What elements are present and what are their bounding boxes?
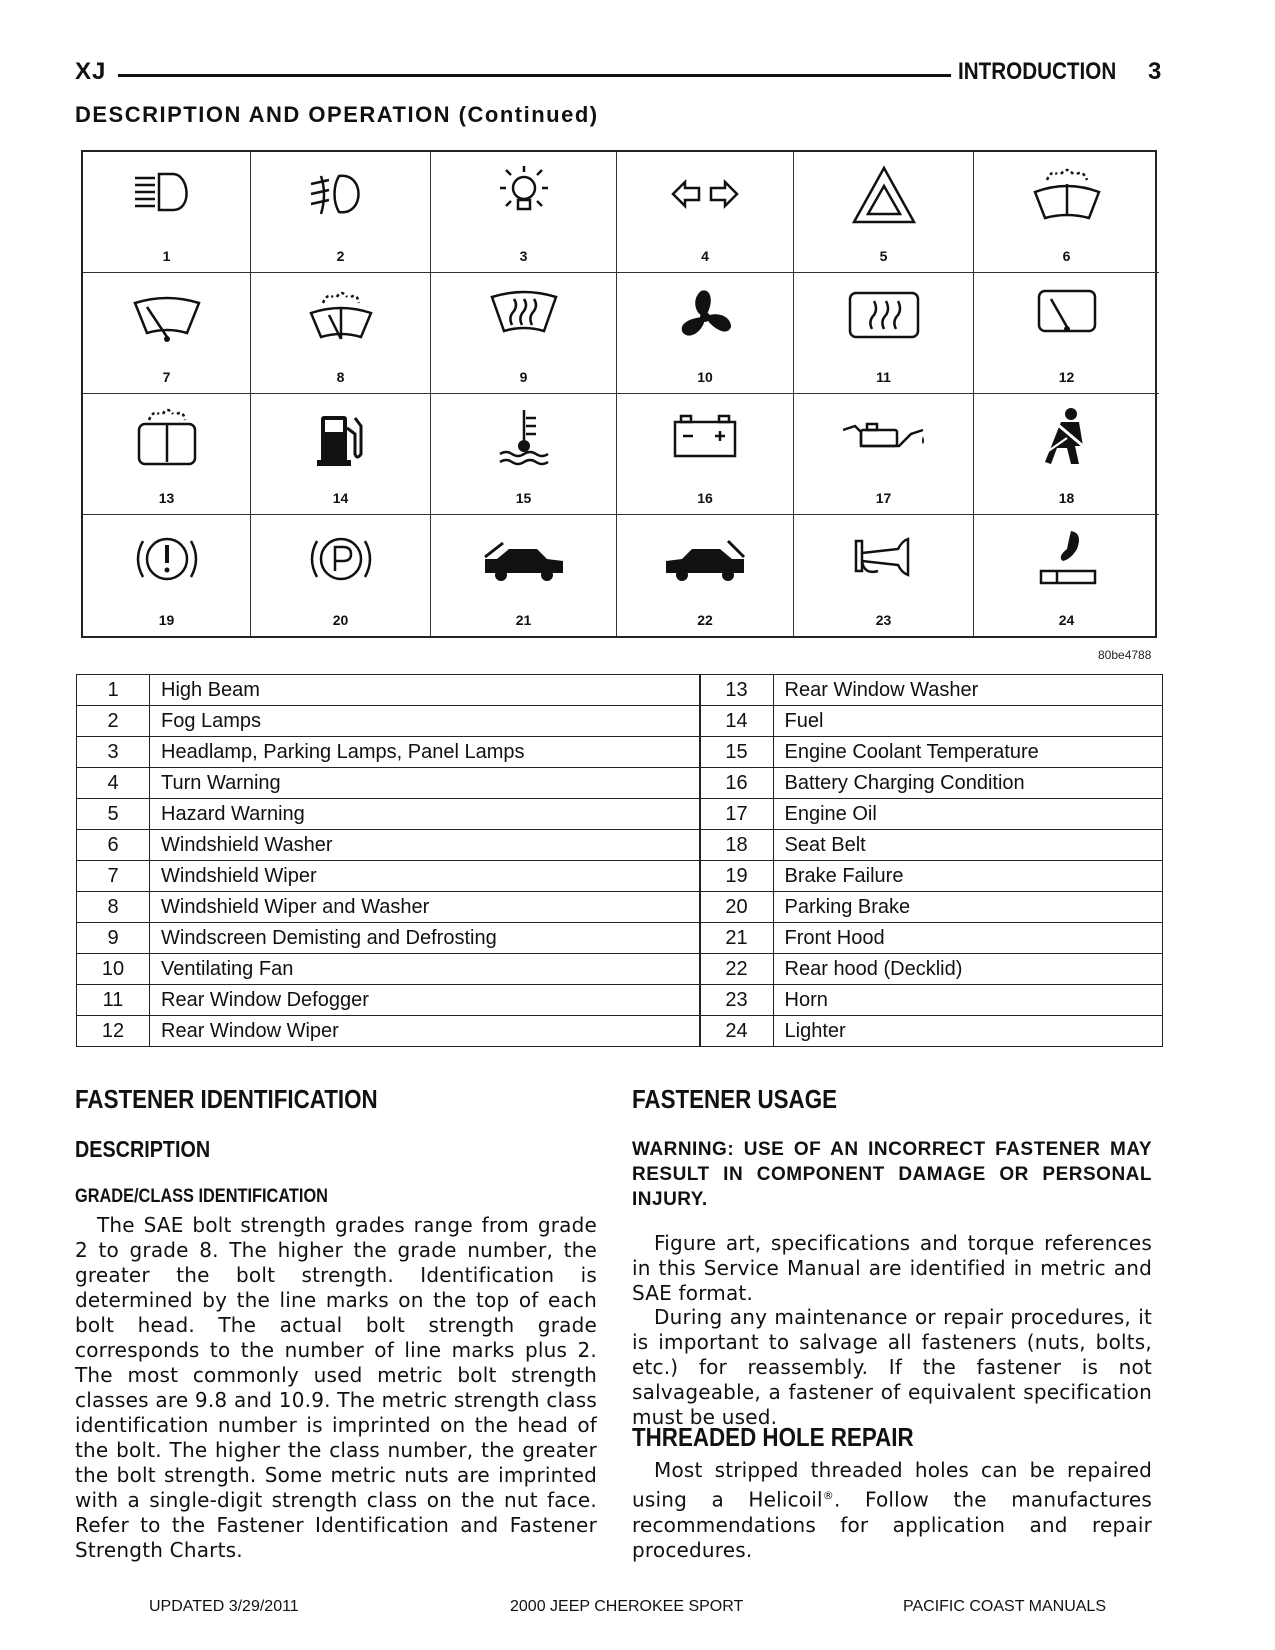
legend-label: Windshield Wiper and Washer — [150, 892, 700, 923]
symbol-number: 13 — [158, 490, 175, 506]
fastener-identification-heading: FASTENER IDENTIFICATION — [75, 1084, 378, 1114]
legend-number: 24 — [700, 1016, 774, 1047]
legend-label: High Beam — [150, 675, 700, 706]
seat-belt-icon — [1027, 406, 1107, 470]
legend-number: 22 — [700, 954, 774, 985]
legend-row — [77, 954, 1163, 985]
rear-washer-icon — [127, 406, 207, 470]
symbol-number: 20 — [332, 612, 349, 628]
legend-number: 18 — [700, 830, 774, 861]
legend-label: Parking Brake — [773, 892, 1162, 923]
symbol-number: 11 — [876, 369, 891, 385]
legend-number: 23 — [700, 985, 774, 1016]
symbol-cell — [794, 515, 974, 636]
legend-number: 11 — [77, 985, 150, 1016]
legend-number: 13 — [700, 675, 774, 706]
symbol-cell — [974, 515, 1159, 636]
legend-label: Front Hood — [773, 923, 1162, 954]
legend-number: 10 — [77, 954, 150, 985]
header-rule — [118, 74, 951, 77]
legend-label: Brake Failure — [773, 861, 1162, 892]
symbol-cell — [794, 152, 974, 273]
figure-code: 80be4788 — [1098, 648, 1152, 662]
symbol-number: 4 — [701, 248, 709, 264]
model-code: XJ — [75, 58, 107, 85]
legend-number: 19 — [700, 861, 774, 892]
legend-row — [77, 923, 1163, 954]
legend-label: Engine Oil — [773, 799, 1162, 830]
symbol-cell — [431, 394, 617, 515]
symbol-cell — [251, 394, 431, 515]
fastener-usage-heading: FASTENER USAGE — [632, 1084, 838, 1114]
legend-label: Windshield Washer — [150, 830, 700, 861]
threaded-hole-repair-paragraph — [632, 1458, 1152, 1563]
symbol-number: 24 — [1058, 612, 1075, 628]
symbol-cell — [617, 273, 794, 394]
legend-number: 21 — [700, 923, 774, 954]
page-number: 3 — [1148, 58, 1162, 85]
grade-class-paragraph: The SAE bolt strength grades range from grade 2 to grade 8. The higher the grade number, the greater the bolt strength. Identification is determined by the line marks on the top of each bolt head. The actual bolt strength grade corresponds to the number of line marks plus 2. The most commonly used metric bolt strength classes are 9.8 and 10.9. The metric strength class identification number is imprinted on the head of the bolt. The higher the class number, the greater the bolt strength. Some metric nuts are imprinted with a single-digit strength class on the nut face. Refer to the Fastener Identification and Fastener Strength Charts. — [75, 1213, 597, 1562]
legend-label: Horn — [773, 985, 1162, 1016]
symbol-cell — [83, 273, 251, 394]
fuel-pump-icon — [301, 406, 381, 470]
horn-icon — [844, 527, 924, 587]
fastener-usage-paragraph-2: During any maintenance or repair procedures, it is important to salvage all fasteners (nuts, bolts, etc.) for reassembly. If the fastener is not salvageable, a fastener of equivalent specification must be used. — [632, 1305, 1152, 1429]
legend-row — [77, 861, 1163, 892]
turn-signal-icon — [665, 164, 745, 224]
section-subtitle: DESCRIPTION AND OPERATION (Continued) — [75, 102, 599, 127]
symbol-cell — [974, 273, 1159, 394]
oil-can-icon — [839, 406, 929, 466]
legend-number: 14 — [700, 706, 774, 737]
symbol-cell — [251, 273, 431, 394]
legend-label: Rear Window Wiper — [150, 1016, 700, 1047]
symbol-number: 18 — [1058, 490, 1075, 506]
legend-label: Windscreen Demisting and Defrosting — [150, 923, 700, 954]
legend-number: 2 — [77, 706, 150, 737]
symbol-cell — [617, 515, 794, 636]
symbol-cell — [794, 394, 974, 515]
legend-number: 5 — [77, 799, 150, 830]
threaded-hole-repair-heading: THREADED HOLE REPAIR — [632, 1422, 914, 1452]
legend-number: 20 — [700, 892, 774, 923]
legend-label: Ventilating Fan — [150, 954, 700, 985]
footer-vehicle: 2000 JEEP CHEROKEE SPORT — [510, 1598, 744, 1615]
symbol-number: 14 — [332, 490, 349, 506]
legend-number: 15 — [700, 737, 774, 768]
symbol-number: 5 — [879, 248, 888, 264]
helicoil-text-cont: . Follow the manufactures recommendations for application and repair procedures. — [632, 1487, 1152, 1562]
hazard-triangle-icon — [844, 164, 924, 224]
fastener-usage-paragraph-1: Figure art, specifications and torque references in this Service Manual are identified in metric and SAE format. — [632, 1231, 1152, 1305]
footer-updated: UPDATED 3/29/2011 — [149, 1598, 299, 1615]
symbol-cell — [251, 515, 431, 636]
legend-label: Windshield Wiper — [150, 861, 700, 892]
legend-number: 8 — [77, 892, 150, 923]
legend-number: 9 — [77, 923, 150, 954]
legend-label: Engine Coolant Temperature — [773, 737, 1162, 768]
grade-class-heading: GRADE/CLASS IDENTIFICATION — [75, 1186, 328, 1207]
legend-label: Battery Charging Condition — [773, 768, 1162, 799]
section-title: INTRODUCTION — [958, 58, 1117, 85]
warning-symbol-grid — [81, 150, 1157, 638]
symbol-cell — [794, 273, 974, 394]
legend-row — [77, 830, 1163, 861]
lighter-icon — [1027, 527, 1107, 591]
symbol-cell — [83, 515, 251, 636]
registered-mark: ® — [822, 1489, 834, 1502]
symbol-number: 3 — [519, 248, 528, 264]
legend-number: 6 — [77, 830, 150, 861]
legend-row — [77, 799, 1163, 830]
legend-row — [77, 1016, 1163, 1047]
symbol-cell — [617, 152, 794, 273]
parking-brake-icon — [301, 527, 381, 591]
legend-label: Lighter — [773, 1016, 1162, 1047]
legend-row — [77, 892, 1163, 923]
footer-publisher: PACIFIC COAST MANUALS — [903, 1598, 1106, 1615]
symbol-number: 7 — [162, 369, 171, 385]
rear-defogger-icon — [844, 285, 924, 345]
legend-label: Fuel — [773, 706, 1162, 737]
legend-row — [77, 768, 1163, 799]
legend-number: 3 — [77, 737, 150, 768]
symbol-cell — [974, 152, 1159, 273]
description-heading: DESCRIPTION — [75, 1136, 211, 1162]
legend-number: 7 — [77, 861, 150, 892]
wiper-and-washer-icon — [301, 285, 381, 345]
rear-hood-icon — [660, 527, 750, 587]
symbol-number: 2 — [336, 248, 345, 264]
legend-label: Rear hood (Decklid) — [773, 954, 1162, 985]
symbol-number: 17 — [875, 490, 892, 506]
legend-number: 1 — [77, 675, 150, 706]
legend-label: Hazard Warning — [150, 799, 700, 830]
symbol-number: 9 — [519, 369, 528, 385]
windscreen-defrost-icon — [484, 285, 564, 345]
legend-label: Fog Lamps — [150, 706, 700, 737]
legend-label: Headlamp, Parking Lamps, Panel Lamps — [150, 737, 700, 768]
legend-number: 12 — [77, 1016, 150, 1047]
symbol-cell — [431, 152, 617, 273]
windshield-wiper-icon — [127, 285, 207, 345]
symbol-number: 1 — [162, 248, 171, 264]
windshield-washer-icon — [1027, 164, 1107, 224]
symbol-cell — [431, 273, 617, 394]
legend-label: Turn Warning — [150, 768, 700, 799]
symbol-number: 12 — [1058, 369, 1075, 385]
brake-failure-icon — [127, 527, 207, 591]
symbol-cell — [251, 152, 431, 273]
legend-row — [77, 737, 1163, 768]
rear-wiper-icon — [1027, 285, 1107, 345]
symbol-number: 19 — [158, 612, 175, 628]
symbol-number: 10 — [697, 369, 713, 385]
symbol-legend-table — [76, 674, 1163, 1047]
legend-number: 4 — [77, 768, 150, 799]
fog-lamp-icon — [301, 164, 381, 224]
legend-row — [77, 675, 1163, 706]
symbol-number: 22 — [697, 612, 713, 628]
legend-number: 16 — [700, 768, 774, 799]
helicoil-text: Most stripped threaded holes can be repaired using a Helicoil — [632, 1458, 1152, 1512]
legend-row — [77, 706, 1163, 737]
symbol-number: 15 — [515, 490, 532, 506]
ventilating-fan-icon — [665, 285, 745, 349]
symbol-number: 23 — [875, 612, 892, 628]
symbol-number: 6 — [1062, 248, 1071, 264]
symbol-cell — [431, 515, 617, 636]
legend-label: Rear Window Defogger — [150, 985, 700, 1016]
symbol-cell — [617, 394, 794, 515]
symbol-cell — [83, 152, 251, 273]
symbol-number: 21 — [515, 612, 532, 628]
coolant-temperature-icon — [484, 406, 564, 470]
warning-text: WARNING: USE OF AN INCORRECT FASTENER MAY RESULT IN COMPONENT DAMAGE OR PERSONAL INJURY. — [632, 1139, 1152, 1210]
battery-icon — [665, 406, 745, 466]
legend-label: Rear Window Washer — [773, 675, 1162, 706]
legend-row — [77, 985, 1163, 1016]
front-hood-icon — [479, 527, 569, 587]
symbol-number: 8 — [336, 369, 345, 385]
symbol-number: 16 — [697, 490, 713, 506]
legend-label: Seat Belt — [773, 830, 1162, 861]
symbol-cell — [83, 394, 251, 515]
symbol-cell — [974, 394, 1159, 515]
headlamp-bulb-icon — [484, 164, 564, 224]
high-beam-icon — [127, 164, 207, 224]
legend-number: 17 — [700, 799, 774, 830]
